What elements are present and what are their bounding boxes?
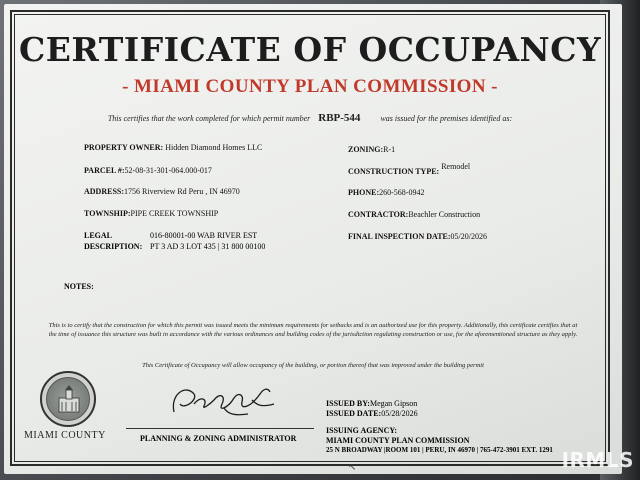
construction-type-label: CONSTRUCTION TYPE: — [348, 167, 440, 176]
county-courthouse-seal-icon — [40, 371, 96, 427]
zoning-value: R-1 — [383, 145, 396, 154]
signature-icon — [164, 374, 284, 424]
final-inspection-value: 05/20/2026 — [450, 232, 487, 241]
certify-suffix: was issued for the premises identified as: — [380, 114, 513, 123]
issued-date-field — [326, 409, 418, 418]
parcel-value: 52-08-31-301-064.000-017 — [124, 166, 212, 175]
signature-line — [126, 428, 314, 429]
issued-by-value: Megan Gipson — [369, 399, 418, 408]
occupancy-allowance-line: This Certificate of Occupancy will allow occupancy of the building, or portion thereof that was improved under the building permit — [142, 362, 484, 369]
certificate-title: CERTIFICATE OF OCCUPANCY — [18, 30, 602, 69]
township-value: PIPE CREEK TOWNSHIP — [130, 209, 219, 218]
mouse-cursor-icon: ↖ — [348, 462, 357, 473]
certify-statement — [4, 112, 616, 124]
construction-type-field — [348, 162, 471, 176]
agency-address: 25 N BROADWAY |ROOM 101 | PERU, IN 46970 | 765-472-3901 EXT. 1291 — [326, 446, 553, 454]
final-inspection-label: FINAL INSPECTION DATE: — [348, 232, 451, 241]
zoning-field — [348, 145, 395, 154]
final-inspection-field — [348, 232, 487, 241]
legal-label-line-1: LEGAL — [84, 231, 113, 240]
county-seal-text: MIAMI COUNTY — [24, 430, 106, 441]
certify-prefix: This certifies that the work completed for which permit number — [107, 114, 311, 123]
certificate-document — [4, 4, 622, 474]
certificate-subtitle: - MIAMI COUNTY PLAN COMMISSION - — [122, 76, 498, 97]
parcel-field — [84, 166, 212, 175]
contractor-label: CONTRACTOR: — [348, 210, 409, 219]
legal-line-1: 016-80001-00 WAB RIVER EST — [150, 231, 258, 240]
permit-number: RBP-544 — [318, 112, 361, 124]
township-field — [84, 209, 218, 218]
address-label: ADDRESS: — [84, 187, 125, 196]
issued-by-field — [326, 399, 417, 408]
property-owner-field — [84, 143, 262, 152]
issued-by-label: ISSUED BY: — [326, 399, 370, 408]
contractor-field — [348, 210, 480, 219]
certification-paragraph: This is to certify that the construction for which this permit was issued meets the minimum requirements for setbacks and is an authorized use for this property. Additionally, this certificate certifies that at the time of issuance this structure was built in accordance with the various ordinances and building codes of the jurisdiction regulating construction or use, for the aforementioned structure as they apply. — [48, 322, 578, 338]
address-field — [84, 187, 240, 196]
issued-date-label: ISSUED DATE: — [326, 409, 382, 418]
notes-label: NOTES: — [64, 282, 94, 291]
legal-label-line-2: DESCRIPTION: — [84, 242, 143, 251]
issued-date-value: 05/28/2026 — [381, 409, 418, 418]
property-owner-value: Hidden Diamond Homes LLC — [165, 143, 263, 152]
irmls-watermark: IRMLS — [561, 448, 634, 472]
legal-description-value — [150, 230, 265, 252]
property-owner-label: PROPERTY OWNER: — [84, 143, 164, 152]
issuing-agency-label: ISSUING AGENCY: — [326, 426, 398, 435]
administrator-title: PLANNING & ZONING ADMINISTRATOR — [140, 434, 297, 443]
construction-type-value: Remodel — [441, 162, 471, 171]
legal-line-2: PT 3 AD 3 LOT 435 | 31 800 00100 — [150, 242, 266, 251]
address-value: 1756 Riverview Rd Peru , IN 46970 — [124, 187, 240, 196]
phone-label: PHONE: — [348, 188, 380, 197]
township-label: TOWNSHIP: — [84, 209, 131, 218]
phone-field — [348, 188, 424, 197]
phone-value: 260-568-0942 — [379, 188, 425, 197]
contractor-value: Beachler Construction — [408, 210, 481, 219]
zoning-label: ZONING: — [348, 145, 384, 154]
legal-description-label — [84, 230, 142, 252]
parcel-label: PARCEL #: — [84, 166, 125, 175]
issuing-agency-name: MIAMI COUNTY PLAN COMMISSION — [326, 436, 470, 445]
